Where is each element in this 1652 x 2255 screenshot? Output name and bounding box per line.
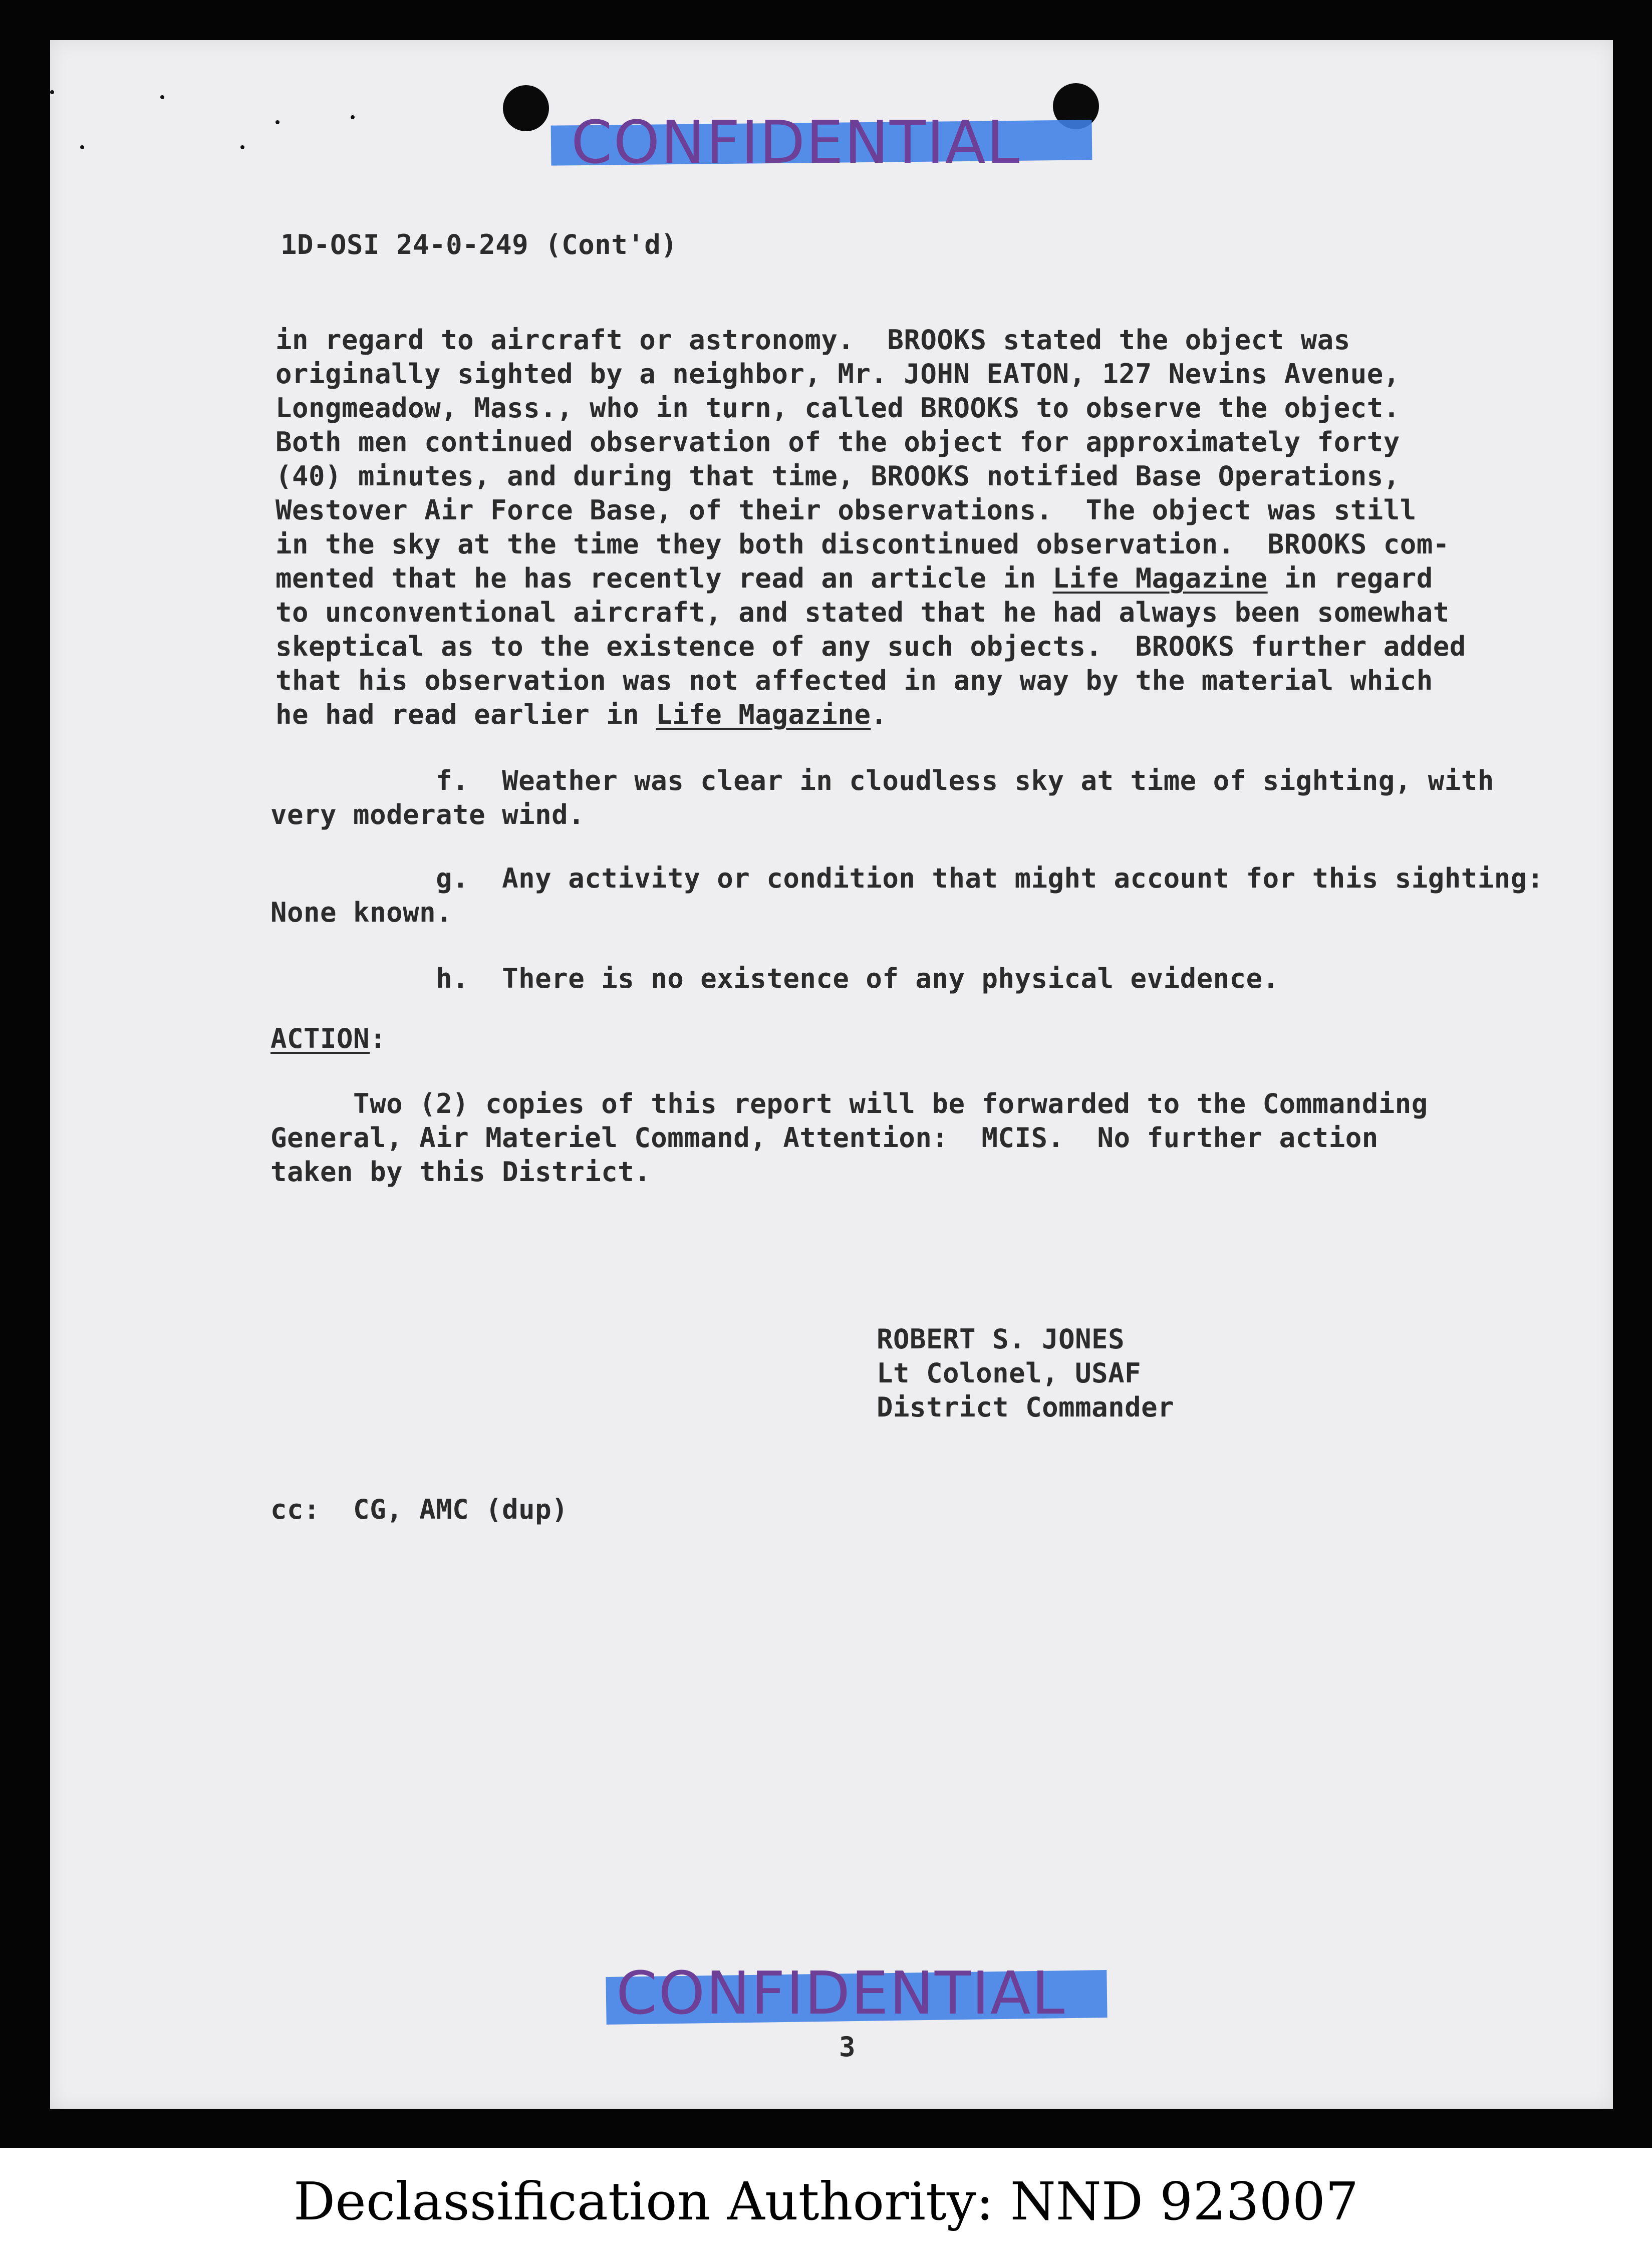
text-line: very moderate wind. <box>270 799 585 830</box>
page-number: 3 <box>839 2031 856 2063</box>
declassification-authority: Declassification Authority: NND 923007 <box>293 2171 1359 2232</box>
punch-hole-left <box>503 85 549 131</box>
text-line: that his observation was not affected in any way by the material which <box>276 665 1433 696</box>
text-line: mented that he has recently read an article in <box>276 562 1053 594</box>
text-line: in the sky at the time they both discontinued observation. BROOKS com- <box>276 528 1450 560</box>
action-heading-colon: : <box>370 1023 387 1054</box>
text-line: f. Weather was clear in cloudless sky at time of sighting, with <box>270 765 1494 796</box>
publication-title: Life Magazine <box>1052 562 1268 594</box>
dust-speck <box>240 145 244 149</box>
publication-title: Life Magazine <box>656 699 871 730</box>
text-line: g. Any activity or condition that might account for this sighting: <box>270 863 1544 894</box>
text-line: . <box>871 699 888 730</box>
signature-block <box>877 1322 1174 1425</box>
item-f-weather <box>270 764 1494 832</box>
document-page <box>50 40 1613 2109</box>
text-line: Westover Air Force Base, of their observations. The object was still <box>276 494 1417 526</box>
action-heading <box>270 1022 386 1056</box>
text-line: in regard to aircraft or astronomy. BROOKS stated the object was <box>276 324 1350 356</box>
dust-speck <box>276 120 280 124</box>
action-paragraph <box>270 1087 1428 1189</box>
carbon-copy-line: cc: CG, AMC (dup) <box>270 1494 569 1525</box>
text-line: (40) minutes, and during that time, BROOKS notified Base Operations, <box>276 460 1400 492</box>
paragraph-brooks <box>276 323 1466 732</box>
text-line: to unconventional aircraft, and stated that he had always been somewhat <box>276 597 1450 628</box>
text-line: None known. <box>270 897 453 928</box>
text-line: Both men continued observation of the object for approximately forty <box>276 426 1400 458</box>
item-g-activity <box>270 862 1544 930</box>
text-line: taken by this District. <box>270 1156 651 1188</box>
stamp-label: CONFIDENTIAL <box>571 108 1021 177</box>
dust-speck <box>50 90 54 94</box>
text-line: General, Air Materiel Command, Attention: MCIS. No further action <box>270 1122 1379 1154</box>
dust-speck <box>351 115 355 119</box>
dust-speck <box>80 145 84 149</box>
text-line: Longmeadow, Mass., who in turn, called BROOKS to observe the object. <box>276 392 1400 424</box>
stamp-label: CONFIDENTIAL <box>616 1958 1066 2028</box>
text-line: he had read earlier in <box>276 699 656 730</box>
item-h-evidence: h. There is no existence of any physical evidence. <box>270 963 1279 994</box>
dust-speck <box>160 95 164 99</box>
confidential-stamp-bottom <box>616 1958 1066 2028</box>
signer-title: District Commander <box>877 1391 1175 1423</box>
action-heading-label: ACTION <box>270 1023 370 1054</box>
declassification-footer <box>0 2148 1652 2255</box>
file-reference: 1D-OSI 24-0-249 (Cont'd) <box>281 229 678 260</box>
text-line: in regard <box>1267 562 1433 594</box>
signer-rank: Lt Colonel, USAF <box>877 1357 1142 1389</box>
text-line: originally sighted by a neighbor, Mr. JOHN EATON, 127 Nevins Avenue, <box>276 358 1400 390</box>
text-line: Two (2) copies of this report will be forwarded to the Commanding <box>270 1088 1428 1119</box>
confidential-stamp-top <box>571 108 1021 177</box>
signer-name: ROBERT S. JONES <box>877 1323 1125 1355</box>
text-line: skeptical as to the existence of any such objects. BROOKS further added <box>276 631 1466 662</box>
